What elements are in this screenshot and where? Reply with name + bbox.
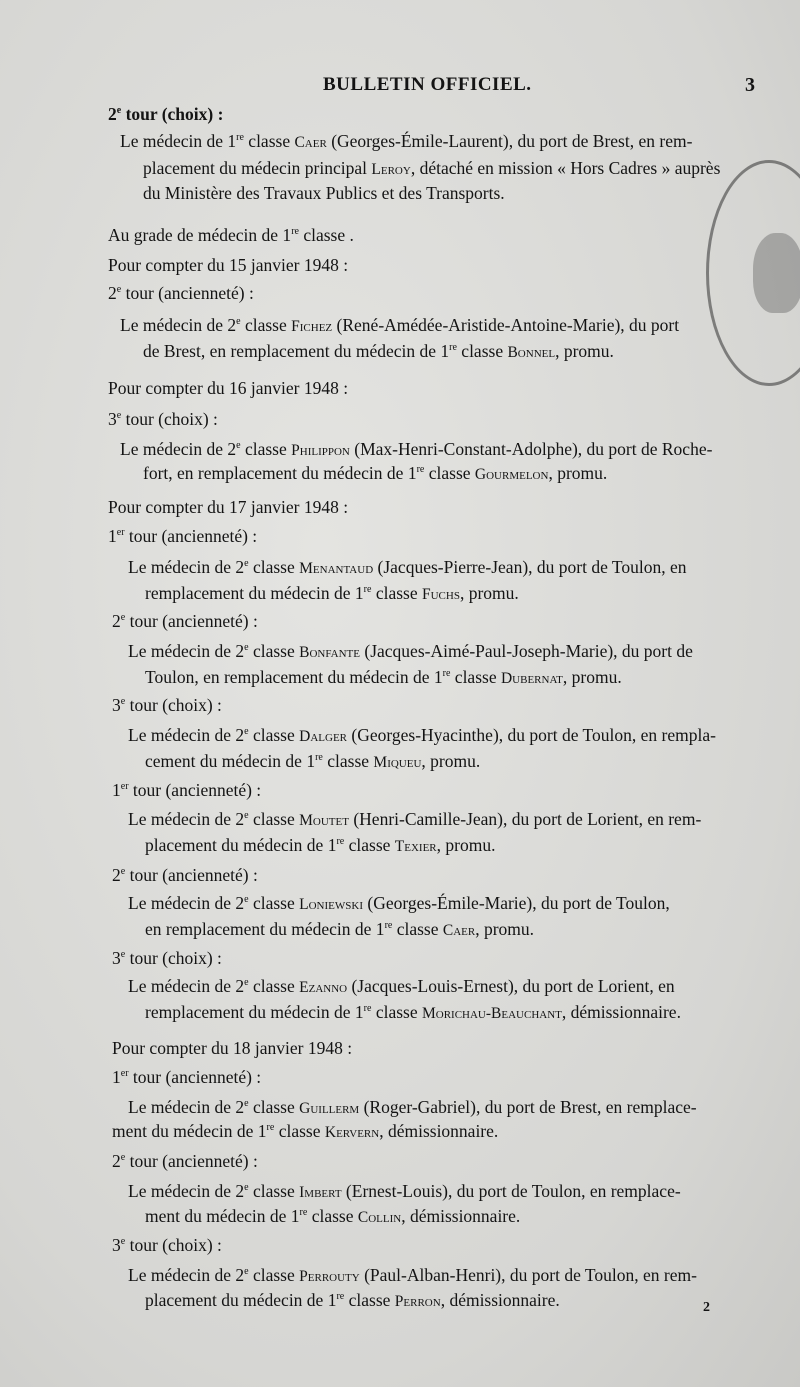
text-segment: tour (choix) : [125,695,222,715]
superscript: er [116,527,125,539]
text-line [128,1181,681,1202]
text-segment: fort, en remplacement du médecin de 1 [143,463,417,483]
text-segment: , démissionnaire. [379,1121,499,1141]
text-line [112,1235,222,1256]
text-line [143,183,505,204]
text-segment: Le médecin de 2 [128,1097,245,1117]
text-segment: classe [243,131,295,151]
page-header [0,74,800,104]
text-segment: 2 [112,611,121,631]
text-segment: classe [248,809,300,829]
superscript: e [120,1236,126,1248]
text-line [112,865,258,886]
text-segment: classe [248,641,300,661]
surname: Imbert [299,1184,342,1201]
text-segment: , promu. [436,835,496,855]
superscript: e [236,440,241,452]
surname: Miqueu [373,754,422,771]
text-segment: classe [371,1002,422,1022]
text-line [145,835,495,856]
text-segment: , détaché en mission « Hors Cadres » auprès [410,158,721,178]
text-segment: (Max-Henri-Constant-Adolphe), du port de Roche- [349,439,713,459]
superscript: er [120,1068,129,1080]
superscript: re [315,752,323,764]
text-segment: , démissionnaire. [401,1206,521,1226]
text-segment: classe [322,751,374,771]
text-line [108,526,257,547]
text-segment: 2 [112,1151,121,1171]
surname: Caer [442,922,476,939]
library-stamp [706,160,800,386]
text-segment: Le médecin de 2 [128,557,245,577]
superscript: e [120,612,126,624]
text-segment: en remplacement du médecin de 1 [145,919,385,939]
text-segment: du Ministère des Travaux Publics et des Transports. [143,183,505,203]
text-segment: tour (ancienneté) : [125,865,258,885]
text-segment: classe [248,1097,300,1117]
text-line [108,283,254,304]
superscript: e [244,894,249,906]
surname: Gourmelon [474,466,549,483]
text-segment: 2 [108,283,117,303]
text-line [120,439,712,460]
text-line [128,809,701,830]
stamp-portrait-icon [753,233,800,313]
surname: Perrouty [299,1268,360,1285]
text-line [120,315,679,336]
surname: Bonfante [299,644,360,661]
text-segment: classe [344,835,395,855]
text-segment: Le médecin de 2 [120,439,237,459]
text-segment: (Paul-Alban-Henri), du port de Toulon, en rem- [359,1265,697,1285]
signature-mark: 2 [703,1300,710,1315]
text-segment: (Georges-Hyacinthe), du port de Toulon, en rempla- [347,725,716,745]
text-segment: classe [248,893,300,913]
text-segment: 1 [112,1067,121,1087]
text-line [145,751,480,772]
text-line [128,557,687,578]
text-segment: de Brest, en remplacement du médecin de 1 [143,341,450,361]
text-segment: (René-Amédée-Aristide-Antoine-Marie), du port [332,315,680,335]
superscript: e [120,949,126,961]
surname: Loniewski [299,896,363,913]
text-segment: (Roger-Gabriel), du port de Brest, en remplace- [359,1097,697,1117]
superscript: e [120,696,126,708]
text-segment: classe [456,341,508,361]
text-line [112,1151,258,1172]
text-segment: classe [248,1265,300,1285]
text-segment: classe [248,1181,300,1201]
text-segment: tour (choix) : [125,948,222,968]
text-segment: classe [248,976,300,996]
surname: Perron [394,1293,441,1310]
text-segment: tour (choix) : [121,409,218,429]
surname: Menantaud [299,560,374,577]
superscript: re [363,1003,372,1015]
text-segment: tour (ancienneté) : [128,1067,262,1087]
text-segment: tour (choix) : [121,104,224,124]
text-segment: classe [307,1206,358,1226]
text-line [128,1097,697,1118]
text-segment: , démissionnaire. [440,1290,560,1310]
surname: Texier [394,838,437,855]
text-segment: 2 [108,104,117,124]
text-line [128,641,693,662]
text-line [108,225,354,246]
text-segment: ment du médecin de 1 [145,1206,300,1226]
text-line [108,409,218,430]
superscript: e [244,1182,249,1194]
text-line [108,104,223,125]
text-line [112,611,258,632]
text-segment: (Georges-Émile-Laurent), du port de Brest, en rem- [326,131,693,151]
text-segment: tour (ancienneté) : [128,780,262,800]
text-segment: , promu. [459,583,519,603]
text-line [145,1002,681,1023]
running-title: BULLETIN OFFICIEL. [323,74,532,95]
text-segment: classe . [298,225,354,245]
superscript: re [299,1207,308,1219]
text-line [112,948,222,969]
text-segment: 1 [108,526,117,546]
text-segment: tour (ancienneté) : [125,1151,258,1171]
text-segment: ment du médecin de 1 [112,1121,267,1141]
text-segment: tour (ancienneté) : [125,611,258,631]
surname: Fuchs [421,586,460,603]
text-segment: Le médecin de 2 [128,1181,245,1201]
text-segment: 2 [112,865,121,885]
superscript: re [266,1122,275,1134]
text-segment: 3 [108,409,117,429]
text-line [128,893,670,914]
text-segment: , promu. [562,667,622,687]
text-line [143,341,614,362]
text-segment: 3 [112,948,121,968]
text-segment: (Jacques-Pierre-Jean), du port de Toulon, en [373,557,687,577]
superscript: e [116,105,122,117]
text-segment: (Henri-Camille-Jean), du port de Lorient, en rem- [348,809,702,829]
surname: Caer [294,134,327,151]
text-line [128,725,716,746]
text-segment: cement du médecin de 1 [145,751,316,771]
text-segment: classe [371,583,422,603]
text-line [128,976,675,997]
text-segment: placement du médecin de 1 [145,1290,337,1310]
surname: Moutet [299,812,349,829]
text-segment: classe [240,315,292,335]
superscript: e [116,284,122,296]
text-segment: Pour compter du 17 janvier 1948 : [108,497,349,517]
superscript: re [236,132,244,144]
page-number: 3 [745,74,755,96]
text-segment: classe [240,439,292,459]
text-line [143,463,607,484]
text-segment: classe [344,1290,395,1310]
superscript: re [336,1291,345,1303]
superscript: e [120,866,126,878]
surname: Dubernat [500,670,563,687]
text-line [145,1206,520,1227]
superscript: e [120,1152,126,1164]
text-line [128,1265,697,1286]
surname: Morichau-Beauchant [421,1005,562,1022]
text-segment: , démissionnaire. [561,1002,681,1022]
text-line [112,1067,261,1088]
text-segment: Le médecin de 2 [120,315,237,335]
text-segment: Le médecin de 2 [128,1265,245,1285]
superscript: re [449,342,457,354]
text-line [120,131,692,152]
text-segment: classe [392,919,443,939]
text-line [145,583,519,604]
text-line [108,255,348,276]
text-segment: remplacement du médecin de 1 [145,583,364,603]
text-line [112,1121,498,1142]
text-segment: 3 [112,1235,121,1255]
surname: Kervern [324,1124,380,1141]
text-line [112,1038,352,1059]
superscript: e [244,726,249,738]
text-segment: (Jacques-Louis-Ernest), du port de Lorient, en [347,976,675,996]
text-line [145,919,534,940]
superscript: e [116,410,122,422]
text-segment: Le médecin de 2 [128,893,245,913]
text-segment: classe [248,725,300,745]
text-line [145,1290,560,1311]
text-segment: (Georges-Émile-Marie), du port de Toulon, [363,893,670,913]
surname: Fichez [291,318,333,335]
surname: Philippon [291,442,350,459]
surname: Leroy [371,161,411,178]
superscript: re [363,584,372,596]
text-segment: Le médecin de 2 [128,725,245,745]
text-segment: tour (ancienneté) : [124,526,258,546]
superscript: e [244,1266,249,1278]
text-line [112,780,261,801]
text-segment: classe [274,1121,325,1141]
text-segment: classe [248,557,300,577]
superscript: re [384,920,393,932]
surname: Bonnel [507,344,556,361]
text-line [108,497,348,518]
text-segment: 3 [112,695,121,715]
text-segment: Le médecin de 1 [120,131,237,151]
text-segment: Le médecin de 2 [128,809,245,829]
superscript: re [442,668,451,680]
text-segment: placement du médecin principal [143,158,372,178]
surname: Guillerm [299,1100,360,1117]
surname: Collin [357,1209,402,1226]
superscript: er [120,781,129,793]
text-line [112,695,222,716]
surname: Ezanno [299,979,348,996]
surname: Dalger [299,728,347,745]
text-segment: Pour compter du 16 janvier 1948 : [108,378,349,398]
text-segment: remplacement du médecin de 1 [145,1002,364,1022]
text-segment: classe [450,667,501,687]
text-segment: tour (ancienneté) : [121,283,254,303]
superscript: e [244,558,249,570]
text-segment: Le médecin de 2 [128,976,245,996]
superscript: e [236,316,241,328]
text-segment: (Jacques-Aimé-Paul-Joseph-Marie), du port de [360,641,693,661]
text-line [143,158,720,179]
text-segment: Pour compter du 18 janvier 1948 : [112,1038,353,1058]
text-segment: (Ernest-Louis), du port de Toulon, en remplace- [341,1181,681,1201]
text-segment: Toulon, en remplacement du médecin de 1 [145,667,443,687]
superscript: e [244,1098,249,1110]
text-segment: Au grade de médecin de 1 [108,225,292,245]
text-segment: Le médecin de 2 [128,641,245,661]
superscript: e [244,810,249,822]
superscript: re [336,836,345,848]
text-segment: tour (choix) : [125,1235,222,1255]
text-segment: , promu. [548,463,608,483]
text-segment: 1 [112,780,121,800]
text-segment: , promu. [421,751,481,771]
text-line [145,667,622,688]
superscript: e [244,642,249,654]
text-segment: placement du médecin de 1 [145,835,337,855]
superscript: e [244,977,249,989]
text-segment: , promu. [475,919,535,939]
text-segment: classe [424,463,475,483]
text-segment: , promu. [555,341,614,361]
text-line [108,378,348,399]
superscript: re [291,226,299,238]
text-segment: Pour compter du 15 janvier 1948 : [108,255,349,275]
superscript: re [416,464,425,476]
